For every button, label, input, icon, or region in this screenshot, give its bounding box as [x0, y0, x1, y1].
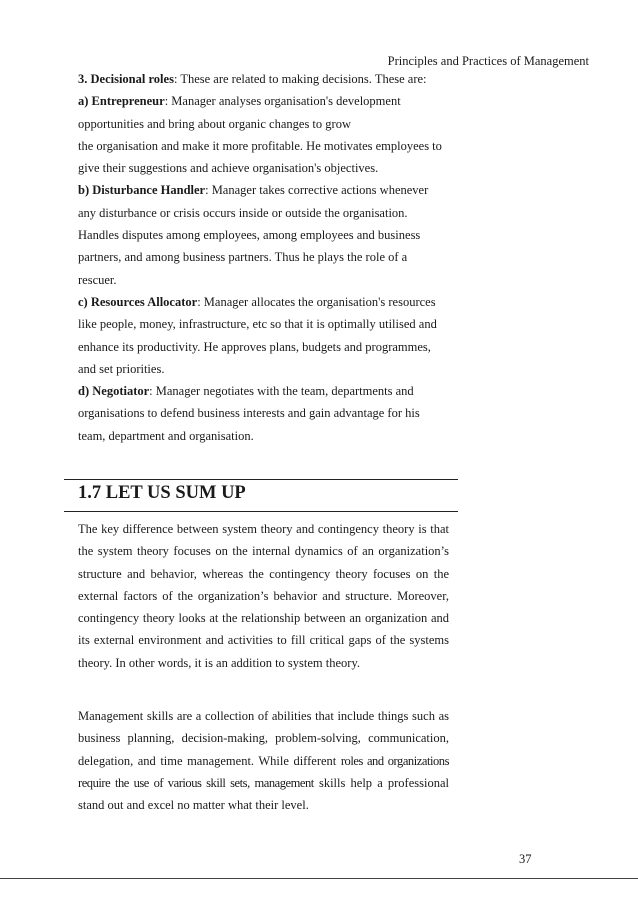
section-top-rule [64, 479, 458, 480]
role-label: b) Disturbance Handler [78, 183, 206, 198]
decisional-roles-intro: 3. Decisional roles: These are related to making decisions. These are: [78, 72, 427, 86]
role-label: d) Negotiator [78, 384, 150, 399]
role-disturbance-handler: b) Disturbance Handler: Manager takes corrective actions whenever any disturbance or crisis occurs inside or outside the organisation. Handles disputes among employees, among employees and business partners, and among business partners. Thus he plays the role of a rescuer. [78, 183, 429, 287]
decisional-roles-label: 3. Decisional roles [78, 72, 174, 86]
section-bottom-rule [64, 511, 458, 512]
summary-paragraph-1: The key difference between system theory and contingency theory is that the system theory focuses on the internal dynamics of an organization’s structure and behavior, whereas the contingency theory focuses on the external factors of the organization’s behavior and structure. Moreover, contingency theory looks at the relationship between an organization and its external environment and activities to fill critical gaps of the systems theory. In other words, it is an addition to system theory. [78, 522, 450, 670]
summary-paragraph-2: Management skills are a collection of abilities that include things such as business planning, decision-making, problem-solving, communication, delegation, and time management. While different roles and organizations require the use of various skill sets, management skills help a professional stand out and excel no matter what their level. [78, 709, 450, 813]
page-number: 37 [519, 852, 532, 866]
role-label: c) Resources Allocator [78, 294, 198, 309]
decisional-roles-block [78, 68, 449, 447]
section-heading: 1.7 LET US SUM UP [78, 483, 246, 503]
footer-rule [0, 878, 638, 879]
role-entrepreneur: a) Entrepreneur: Manager analyses organisation's development opportunities and bring about organic changes to grow the organisation and make it more profitable. He motivates employees to give their suggestions and achieve organisation's objectives. [78, 94, 442, 176]
role-resources-allocator: c) Resources Allocator: Manager allocates the organisation's resources like people, money, infrastructure, etc so that it is optimally utilised and enhance its productivity. He approves plans, budgets and programmes, and set priorities. [78, 294, 437, 376]
role-label: a) Entrepreneur [78, 94, 165, 109]
running-header: Principles and Practices of Management [387, 54, 589, 68]
role-negotiator: d) Negotiator: Manager negotiates with the team, departments and organisations to defend business interests and gain advantage for his team, department and organisation. [78, 384, 420, 443]
